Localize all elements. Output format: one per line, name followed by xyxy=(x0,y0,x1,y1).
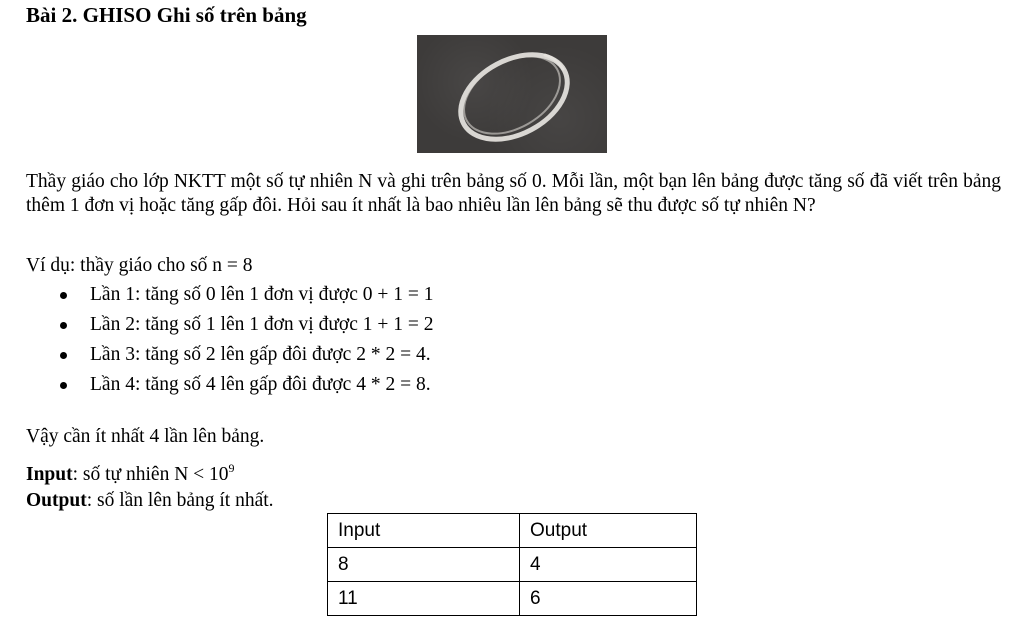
table-cell: 6 xyxy=(520,582,697,616)
table-cell: 11 xyxy=(328,582,520,616)
example-intro: Ví dụ: thầy giáo cho số n = 8 xyxy=(26,255,253,276)
input-spec xyxy=(26,456,235,487)
table-header-cell: Output xyxy=(520,514,697,548)
list-item: Lần 2: tăng số 1 lên 1 đơn vị được 1 + 1 = 2 xyxy=(58,313,433,343)
io-example-table xyxy=(327,513,697,616)
bullet-icon xyxy=(60,382,67,389)
table-row xyxy=(328,548,697,582)
table-header-cell: Input xyxy=(328,514,520,548)
problem-title: Bài 2. GHISO Ghi số trên bảng xyxy=(26,3,307,27)
conclusion: Vậy cần ít nhất 4 lần lên bảng. xyxy=(26,426,265,447)
output-text: : số lần lên bảng ít nhất. xyxy=(86,490,274,511)
input-label: Input xyxy=(26,464,73,485)
problem-description: Thầy giáo cho lớp NKTT một số tự nhiên N và ghi trên bảng số 0. Mỗi lần, một bạn lên bảng được tăng số đã viết trên bảng thêm 1 đơn vị hoặc tăng gấp đôi. Hỏi sau ít nhất là bao nhiêu lần lên bảng sẽ thu được số tự nhiên N? xyxy=(26,171,1001,216)
bullet-icon xyxy=(60,352,67,359)
list-item: Lần 3: tăng số 2 lên gấp đôi được 2 * 2 = 4. xyxy=(58,343,433,373)
chalkboard-zero-image xyxy=(417,35,607,153)
bullet-icon xyxy=(60,322,67,329)
table-cell: 8 xyxy=(328,548,520,582)
table-row xyxy=(328,582,697,616)
input-text: : số tự nhiên N < 10 xyxy=(72,464,229,485)
table-header-row xyxy=(328,514,697,548)
example-steps-list xyxy=(58,283,433,403)
output-label: Output xyxy=(26,490,87,511)
list-item: Lần 4: tăng số 4 lên gấp đôi được 4 * 2 = 8. xyxy=(58,373,433,403)
output-spec xyxy=(26,489,274,513)
list-item: Lần 1: tăng số 0 lên 1 đơn vị được 0 + 1 = 1 xyxy=(58,283,433,313)
table-cell: 4 xyxy=(520,548,697,582)
input-exponent: 9 xyxy=(228,461,235,475)
chalk-zero-icon xyxy=(417,35,607,153)
bullet-icon xyxy=(60,292,67,299)
